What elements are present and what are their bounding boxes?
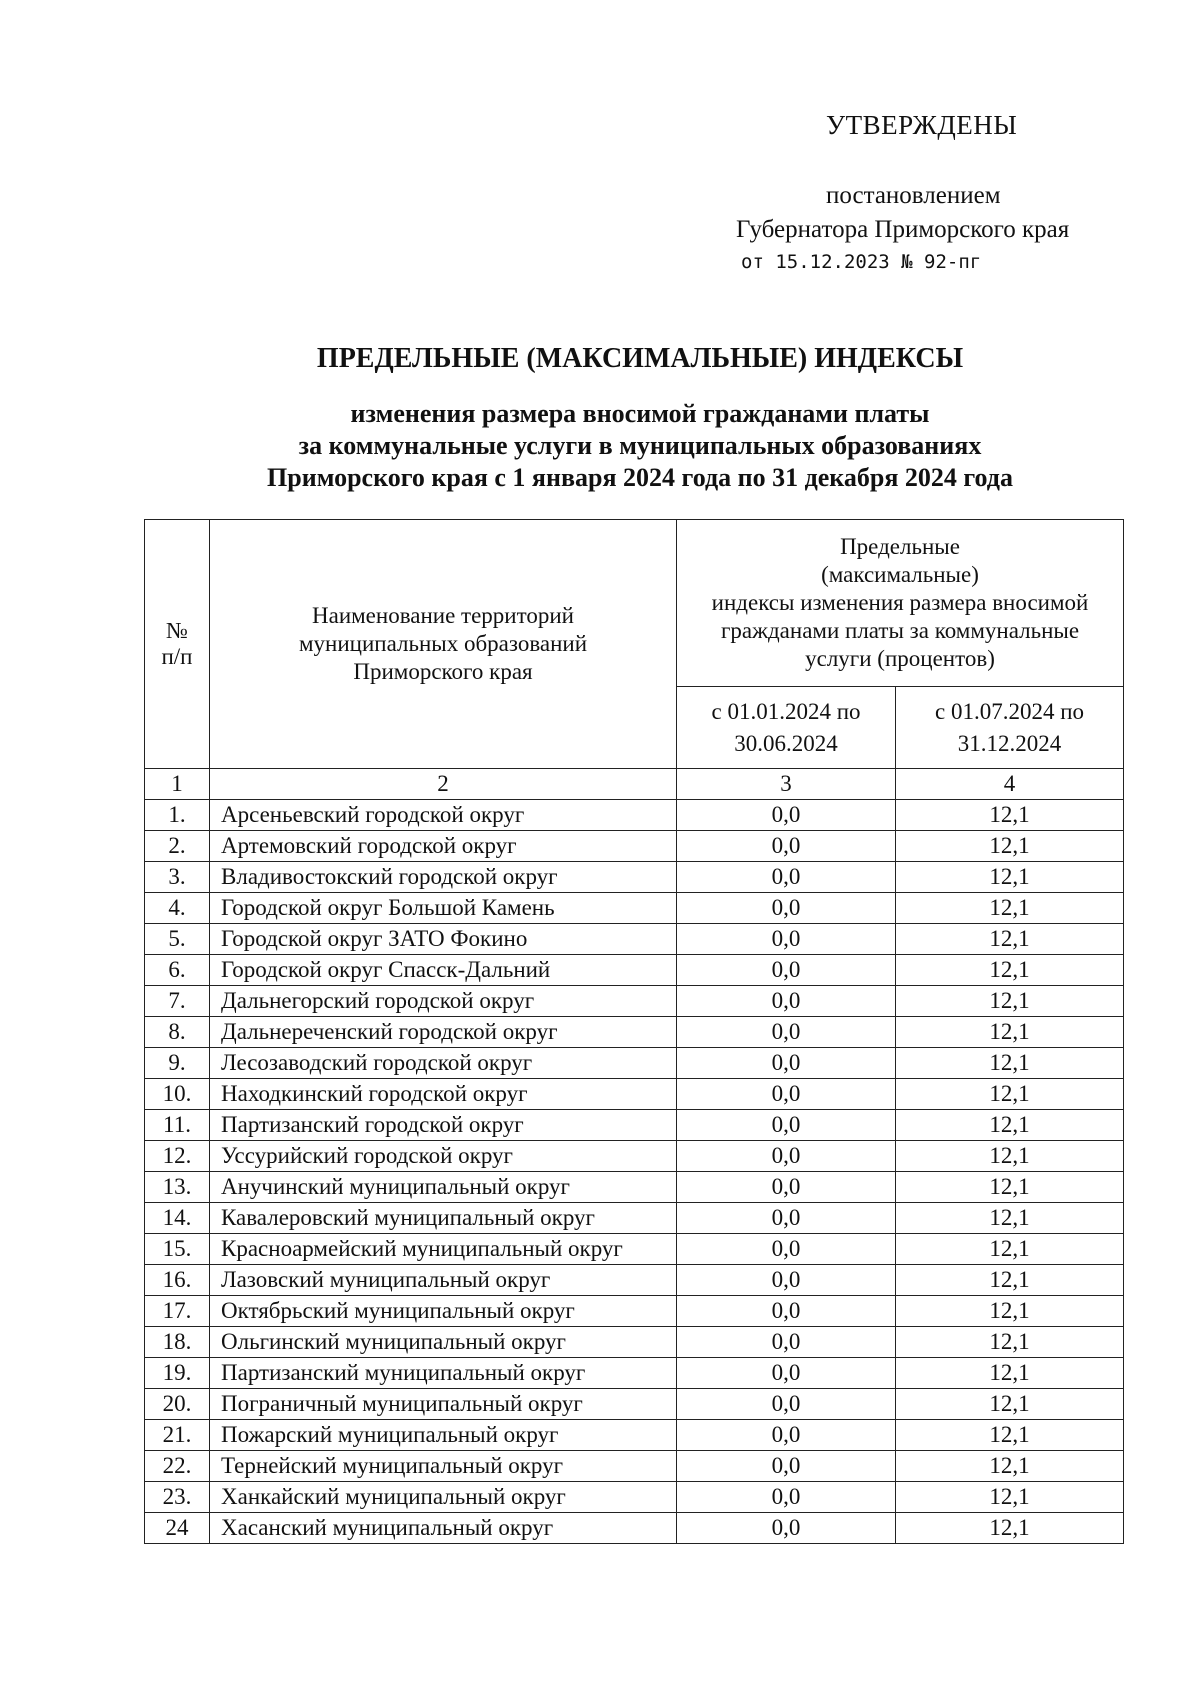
approval-issuer-line: Губернатора Приморского края [736, 216, 1070, 243]
header-indices-line: услуги (процентов) [805, 646, 995, 671]
header-number-sign: № [166, 618, 188, 643]
table-row [145, 1389, 1124, 1420]
territory-name: Дальнегорский городской округ [210, 986, 677, 1017]
table-row [145, 862, 1124, 893]
row-number: 9. [145, 1048, 210, 1079]
territory-name: Хасанский муниципальный округ [210, 1513, 677, 1544]
header-period-1 [677, 687, 896, 769]
header-period-line: 30.06.2024 [734, 730, 838, 756]
territory-name: Кавалеровский муниципальный округ [210, 1203, 677, 1234]
index-period-2: 12,1 [896, 893, 1124, 924]
table-row [145, 1079, 1124, 1110]
table-row [145, 1265, 1124, 1296]
index-period-1: 0,0 [677, 1141, 896, 1172]
row-number: 8. [145, 1017, 210, 1048]
territory-name: Дальнереченский городской округ [210, 1017, 677, 1048]
index-period-1: 0,0 [677, 862, 896, 893]
index-period-1: 0,0 [677, 1420, 896, 1451]
subtitle-line: изменения размера вносимой гражданами платы [350, 399, 930, 428]
column-number: 2 [210, 769, 677, 800]
header-number-abbr: п/п [161, 644, 193, 669]
territory-name: Октябрьский муниципальный округ [210, 1296, 677, 1327]
territory-name: Ольгинский муниципальный округ [210, 1327, 677, 1358]
row-number: 5. [145, 924, 210, 955]
row-number: 16. [145, 1265, 210, 1296]
index-period-2: 12,1 [896, 955, 1124, 986]
row-number: 17. [145, 1296, 210, 1327]
document-title: ПРЕДЕЛЬНЫЕ (МАКСИМАЛЬНЫЕ) ИНДЕКСЫ [316, 343, 964, 374]
table-row [145, 1420, 1124, 1451]
index-period-1: 0,0 [677, 1172, 896, 1203]
table-row [145, 1358, 1124, 1389]
index-period-2: 12,1 [896, 1358, 1124, 1389]
index-period-2: 12,1 [896, 1048, 1124, 1079]
territory-name: Арсеньевский городской округ [210, 800, 677, 831]
index-period-2: 12,1 [896, 1234, 1124, 1265]
row-number: 12. [145, 1141, 210, 1172]
index-period-2: 12,1 [896, 1327, 1124, 1358]
index-period-2: 12,1 [896, 1017, 1124, 1048]
territory-name: Городской округ Большой Камень [210, 893, 677, 924]
header-indices-line: Предельные [840, 534, 960, 559]
table-row [145, 1451, 1124, 1482]
index-period-1: 0,0 [677, 1048, 896, 1079]
header-period-line: с 01.07.2024 по [934, 698, 1085, 724]
index-period-2: 12,1 [896, 862, 1124, 893]
row-number: 23. [145, 1482, 210, 1513]
table-row [145, 924, 1124, 955]
index-period-1: 0,0 [677, 955, 896, 986]
index-period-1: 0,0 [677, 1327, 896, 1358]
header-number [145, 520, 210, 769]
row-number: 24 [145, 1513, 210, 1544]
header-indices-line: (максимальные) [821, 562, 979, 587]
approval-decree-line: постановлением [826, 182, 1001, 209]
table-row [145, 1172, 1124, 1203]
table-row [145, 1048, 1124, 1079]
approval-title: УТВЕРЖДЕНЫ [826, 110, 1018, 140]
territory-name: Тернейский муниципальный округ [210, 1451, 677, 1482]
territory-name: Лесозаводский городской округ [210, 1048, 677, 1079]
index-period-1: 0,0 [677, 1017, 896, 1048]
header-period-line: 31.12.2024 [957, 730, 1062, 756]
table-row [145, 1482, 1124, 1513]
index-period-1: 0,0 [677, 1265, 896, 1296]
row-number: 20. [145, 1389, 210, 1420]
table-row [145, 1110, 1124, 1141]
index-period-1: 0,0 [677, 1234, 896, 1265]
territory-name: Красноармейский муниципальный округ [210, 1234, 677, 1265]
index-period-2: 12,1 [896, 1172, 1124, 1203]
table-row [145, 1327, 1124, 1358]
table-row [145, 1513, 1124, 1544]
index-period-1: 0,0 [677, 1513, 896, 1544]
territory-name: Городской округ Спасск-Дальний [210, 955, 677, 986]
row-number: 7. [145, 986, 210, 1017]
row-number: 22. [145, 1451, 210, 1482]
index-period-1: 0,0 [677, 1482, 896, 1513]
table-row [145, 986, 1124, 1017]
territory-name: Партизанский муниципальный округ [210, 1358, 677, 1389]
column-number-row [145, 769, 1124, 800]
header-max-indices [677, 520, 1124, 687]
index-period-2: 12,1 [896, 924, 1124, 955]
index-period-1: 0,0 [677, 1358, 896, 1389]
header-territory-name [210, 520, 677, 769]
subtitle-line: за коммунальные услуги в муниципальных образованиях [298, 431, 982, 460]
territory-name: Городской округ ЗАТО Фокино [210, 924, 677, 955]
header-period-line: с 01.01.2024 по [711, 698, 861, 724]
territory-name: Владивостокский городской округ [210, 862, 677, 893]
row-number: 1. [145, 800, 210, 831]
index-period-1: 0,0 [677, 893, 896, 924]
table-row [145, 1017, 1124, 1048]
territory-name: Лазовский муниципальный округ [210, 1265, 677, 1296]
index-period-2: 12,1 [896, 1513, 1124, 1544]
index-period-1: 0,0 [677, 924, 896, 955]
table-row [145, 831, 1124, 862]
column-number: 3 [677, 769, 896, 800]
row-number: 10. [145, 1079, 210, 1110]
document-subtitle [240, 398, 1040, 494]
table-row [145, 1296, 1124, 1327]
header-indices-line: гражданами платы за коммунальные [720, 618, 1080, 643]
subtitle-line: Приморского края с 1 января 2024 года по 31 декабря 2024 года [267, 463, 1013, 492]
index-period-2: 12,1 [896, 1265, 1124, 1296]
index-period-1: 0,0 [677, 800, 896, 831]
territory-name: Анучинский муниципальный округ [210, 1172, 677, 1203]
row-number: 19. [145, 1358, 210, 1389]
index-period-2: 12,1 [896, 1296, 1124, 1327]
territory-name: Находкинский городской округ [210, 1079, 677, 1110]
header-name-line: Приморского края [353, 659, 533, 684]
indices-table [144, 519, 1124, 1544]
index-period-2: 12,1 [896, 1079, 1124, 1110]
index-period-2: 12,1 [896, 831, 1124, 862]
row-number: 6. [145, 955, 210, 986]
table-row [145, 1234, 1124, 1265]
index-period-2: 12,1 [896, 1141, 1124, 1172]
row-number: 2. [145, 831, 210, 862]
header-name-line: Наименование территорий [312, 603, 574, 628]
table-row [145, 893, 1124, 924]
index-period-2: 12,1 [896, 986, 1124, 1017]
index-period-1: 0,0 [677, 1079, 896, 1110]
index-period-2: 12,1 [896, 1482, 1124, 1513]
index-period-2: 12,1 [896, 1203, 1124, 1234]
index-period-1: 0,0 [677, 986, 896, 1017]
index-period-2: 12,1 [896, 1110, 1124, 1141]
index-period-1: 0,0 [677, 1110, 896, 1141]
row-number: 4. [145, 893, 210, 924]
table-row [145, 955, 1124, 986]
territory-name: Ханкайский муниципальный округ [210, 1482, 677, 1513]
territory-name: Пограничный муниципальный округ [210, 1389, 677, 1420]
index-period-2: 12,1 [896, 1451, 1124, 1482]
territory-name: Партизанский городской округ [210, 1110, 677, 1141]
table-row [145, 1141, 1124, 1172]
header-name-line: муниципальных образований [298, 631, 588, 656]
table-row [145, 1203, 1124, 1234]
table-row [145, 800, 1124, 831]
row-number: 21. [145, 1420, 210, 1451]
row-number: 13. [145, 1172, 210, 1203]
index-period-1: 0,0 [677, 1296, 896, 1327]
header-indices-line: индексы изменения размера вносимой [711, 590, 1089, 615]
column-number: 1 [145, 769, 210, 800]
territory-name: Пожарский муниципальный округ [210, 1420, 677, 1451]
index-period-1: 0,0 [677, 1389, 896, 1420]
table-body [145, 800, 1124, 1544]
index-period-2: 12,1 [896, 1389, 1124, 1420]
row-number: 18. [145, 1327, 210, 1358]
territory-name: Уссурийский городской округ [210, 1141, 677, 1172]
row-number: 3. [145, 862, 210, 893]
index-period-2: 12,1 [896, 800, 1124, 831]
row-number: 11. [145, 1110, 210, 1141]
index-period-1: 0,0 [677, 1203, 896, 1234]
index-period-1: 0,0 [677, 831, 896, 862]
row-number: 14. [145, 1203, 210, 1234]
column-number: 4 [896, 769, 1124, 800]
approval-date-number: от 15.12.2023 № 92-пг [741, 251, 982, 273]
row-number: 15. [145, 1234, 210, 1265]
index-period-1: 0,0 [677, 1451, 896, 1482]
header-period-2 [896, 687, 1124, 769]
index-period-2: 12,1 [896, 1420, 1124, 1451]
territory-name: Артемовский городской округ [210, 831, 677, 862]
